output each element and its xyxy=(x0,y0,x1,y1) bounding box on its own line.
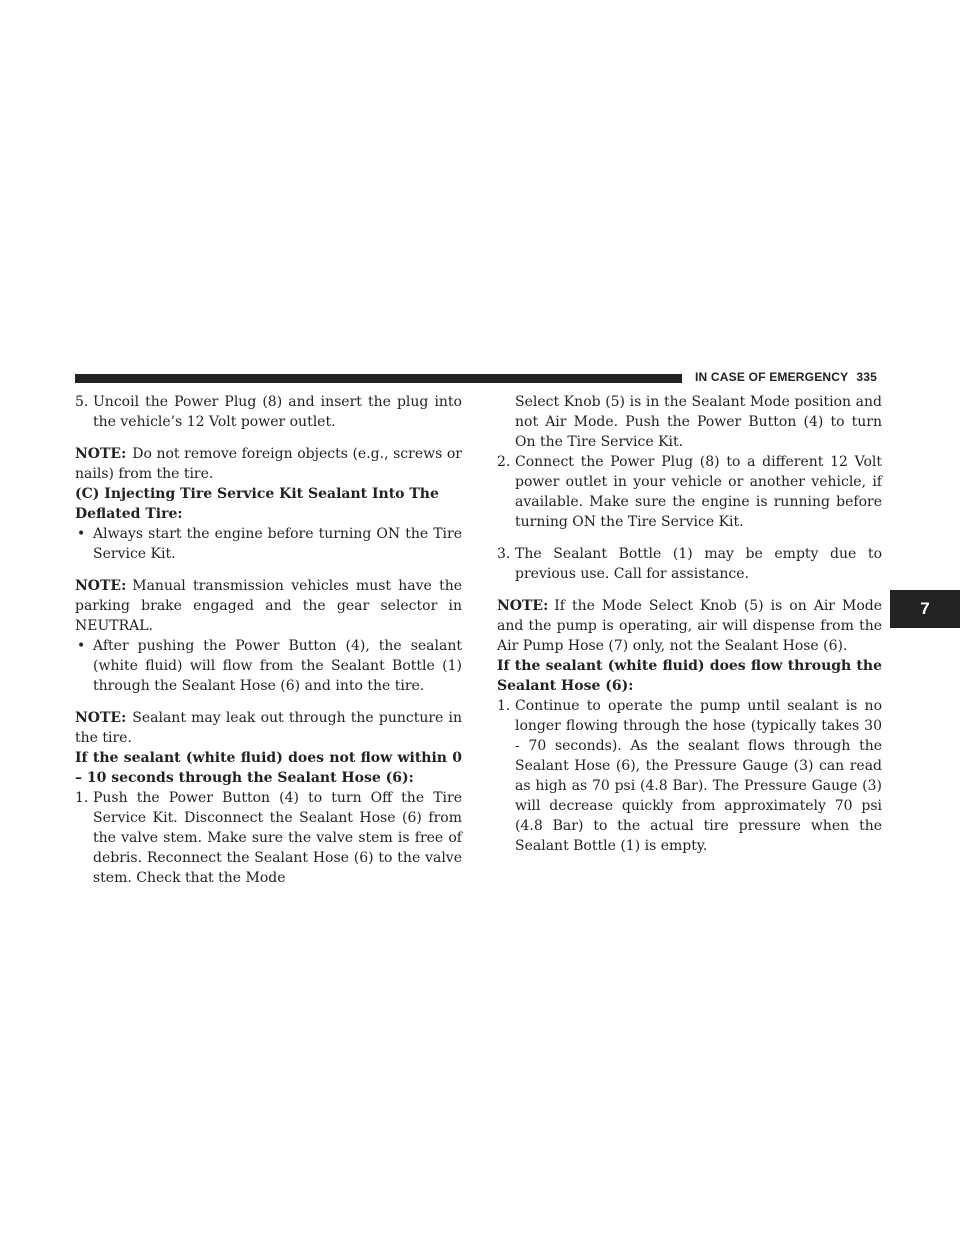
note-label: NOTE: xyxy=(75,578,127,594)
note-text: Do not remove foreign objects (e.g., screws or nails) from the tire. xyxy=(75,446,462,482)
bullet-symbol: • xyxy=(77,526,86,542)
bullet-text: Always start the engine before turning ON the Tire Service Kit. xyxy=(93,526,462,562)
step-number: 1. xyxy=(75,790,89,806)
step-number: 5. xyxy=(75,394,89,410)
step-number: 1. xyxy=(497,698,511,714)
step-3 xyxy=(497,544,882,584)
header-rule xyxy=(75,374,682,383)
running-header xyxy=(695,370,877,384)
left-column xyxy=(75,392,462,900)
note-text: If the Mode Select Knob (5) is on Air Mode and the pump is operating, air will dispense from the Air Pump Hose (7) only, not the Sealant Hose (6). xyxy=(497,598,882,654)
page-number: 335 xyxy=(856,370,877,384)
note-text: Sealant may leak out through the puncture in the tire. xyxy=(75,710,462,746)
bullet-start-engine xyxy=(75,524,462,564)
note-air-mode xyxy=(497,596,882,656)
step-1-continued: Select Knob (5) is in the Sealant Mode position and not Air Mode. Push the Power Button (4) to turn On the Tire Service Kit. xyxy=(515,394,882,450)
bullet-text: After pushing the Power Button (4), the sealant (white fluid) will flow from the Sealant Bottle (1) through the Sealant Hose (6) and into the tire. xyxy=(93,638,462,694)
step-text: Uncoil the Power Plug (8) and insert the plug into the vehicle’s 12 Volt power outlet. xyxy=(93,394,462,430)
note-label: NOTE: xyxy=(497,598,549,614)
step-number: 3. xyxy=(497,546,511,562)
bullet-symbol: • xyxy=(77,638,86,654)
note-manual-transmission xyxy=(75,576,462,636)
step-text: Push the Power Button (4) to turn Off the Tire Service Kit. Disconnect the Sealant Hose (6) from the valve stem. Make sure the valve stem is free of debris. Reconnect the Sealant Hose (6) to the valve stem. Check that the Mode xyxy=(93,790,462,886)
step-1-does-flow xyxy=(497,696,882,856)
step-text: Connect the Power Plug (8) to a different 12 Volt power outlet in your vehicle or another vehicle, if available. Make sure the engine is running before turning ON the Tire Service Kit. xyxy=(515,454,882,530)
step-1-not-flow xyxy=(75,788,462,888)
step-number: 2. xyxy=(497,454,511,470)
chapter-tab: 7 xyxy=(890,590,960,628)
right-column xyxy=(497,392,882,868)
note-sealant-leak xyxy=(75,708,462,748)
heading-sealant-not-flow: If the sealant (white fluid) does not flow within 0 – 10 seconds through the Sealant Hose (6): xyxy=(75,750,462,786)
step-text: Continue to operate the pump until sealant is no longer flowing through the hose (typically takes 30 - 70 seconds). As the sealant flows through the Sealant Hose (6), the Pressure Gauge (3) can read as high as 70 psi (4.8 Bar). The Pressure Gauge (3) will decrease quickly from approximately 70 psi (4.8 Bar) to the actual tire pressure when the Sealant Bottle (1) is empty. xyxy=(515,698,882,854)
note-label: NOTE: xyxy=(75,710,127,726)
note-text: Manual transmission vehicles must have the parking brake engaged and the gear selector in NEUTRAL. xyxy=(75,578,462,634)
step-5 xyxy=(75,392,462,432)
note-label: NOTE: xyxy=(75,446,127,462)
section-title: IN CASE OF EMERGENCY xyxy=(695,370,849,384)
step-text: The Sealant Bottle (1) may be empty due to previous use. Call for assistance. xyxy=(515,546,882,582)
section-heading-c: (C) Injecting Tire Service Kit Sealant Into The Deflated Tire: xyxy=(75,486,439,522)
step-2 xyxy=(497,452,882,532)
note-foreign-objects xyxy=(75,444,462,484)
heading-sealant-does-flow: If the sealant (white fluid) does flow through the Sealant Hose (6): xyxy=(497,658,882,694)
bullet-power-button xyxy=(75,636,462,696)
